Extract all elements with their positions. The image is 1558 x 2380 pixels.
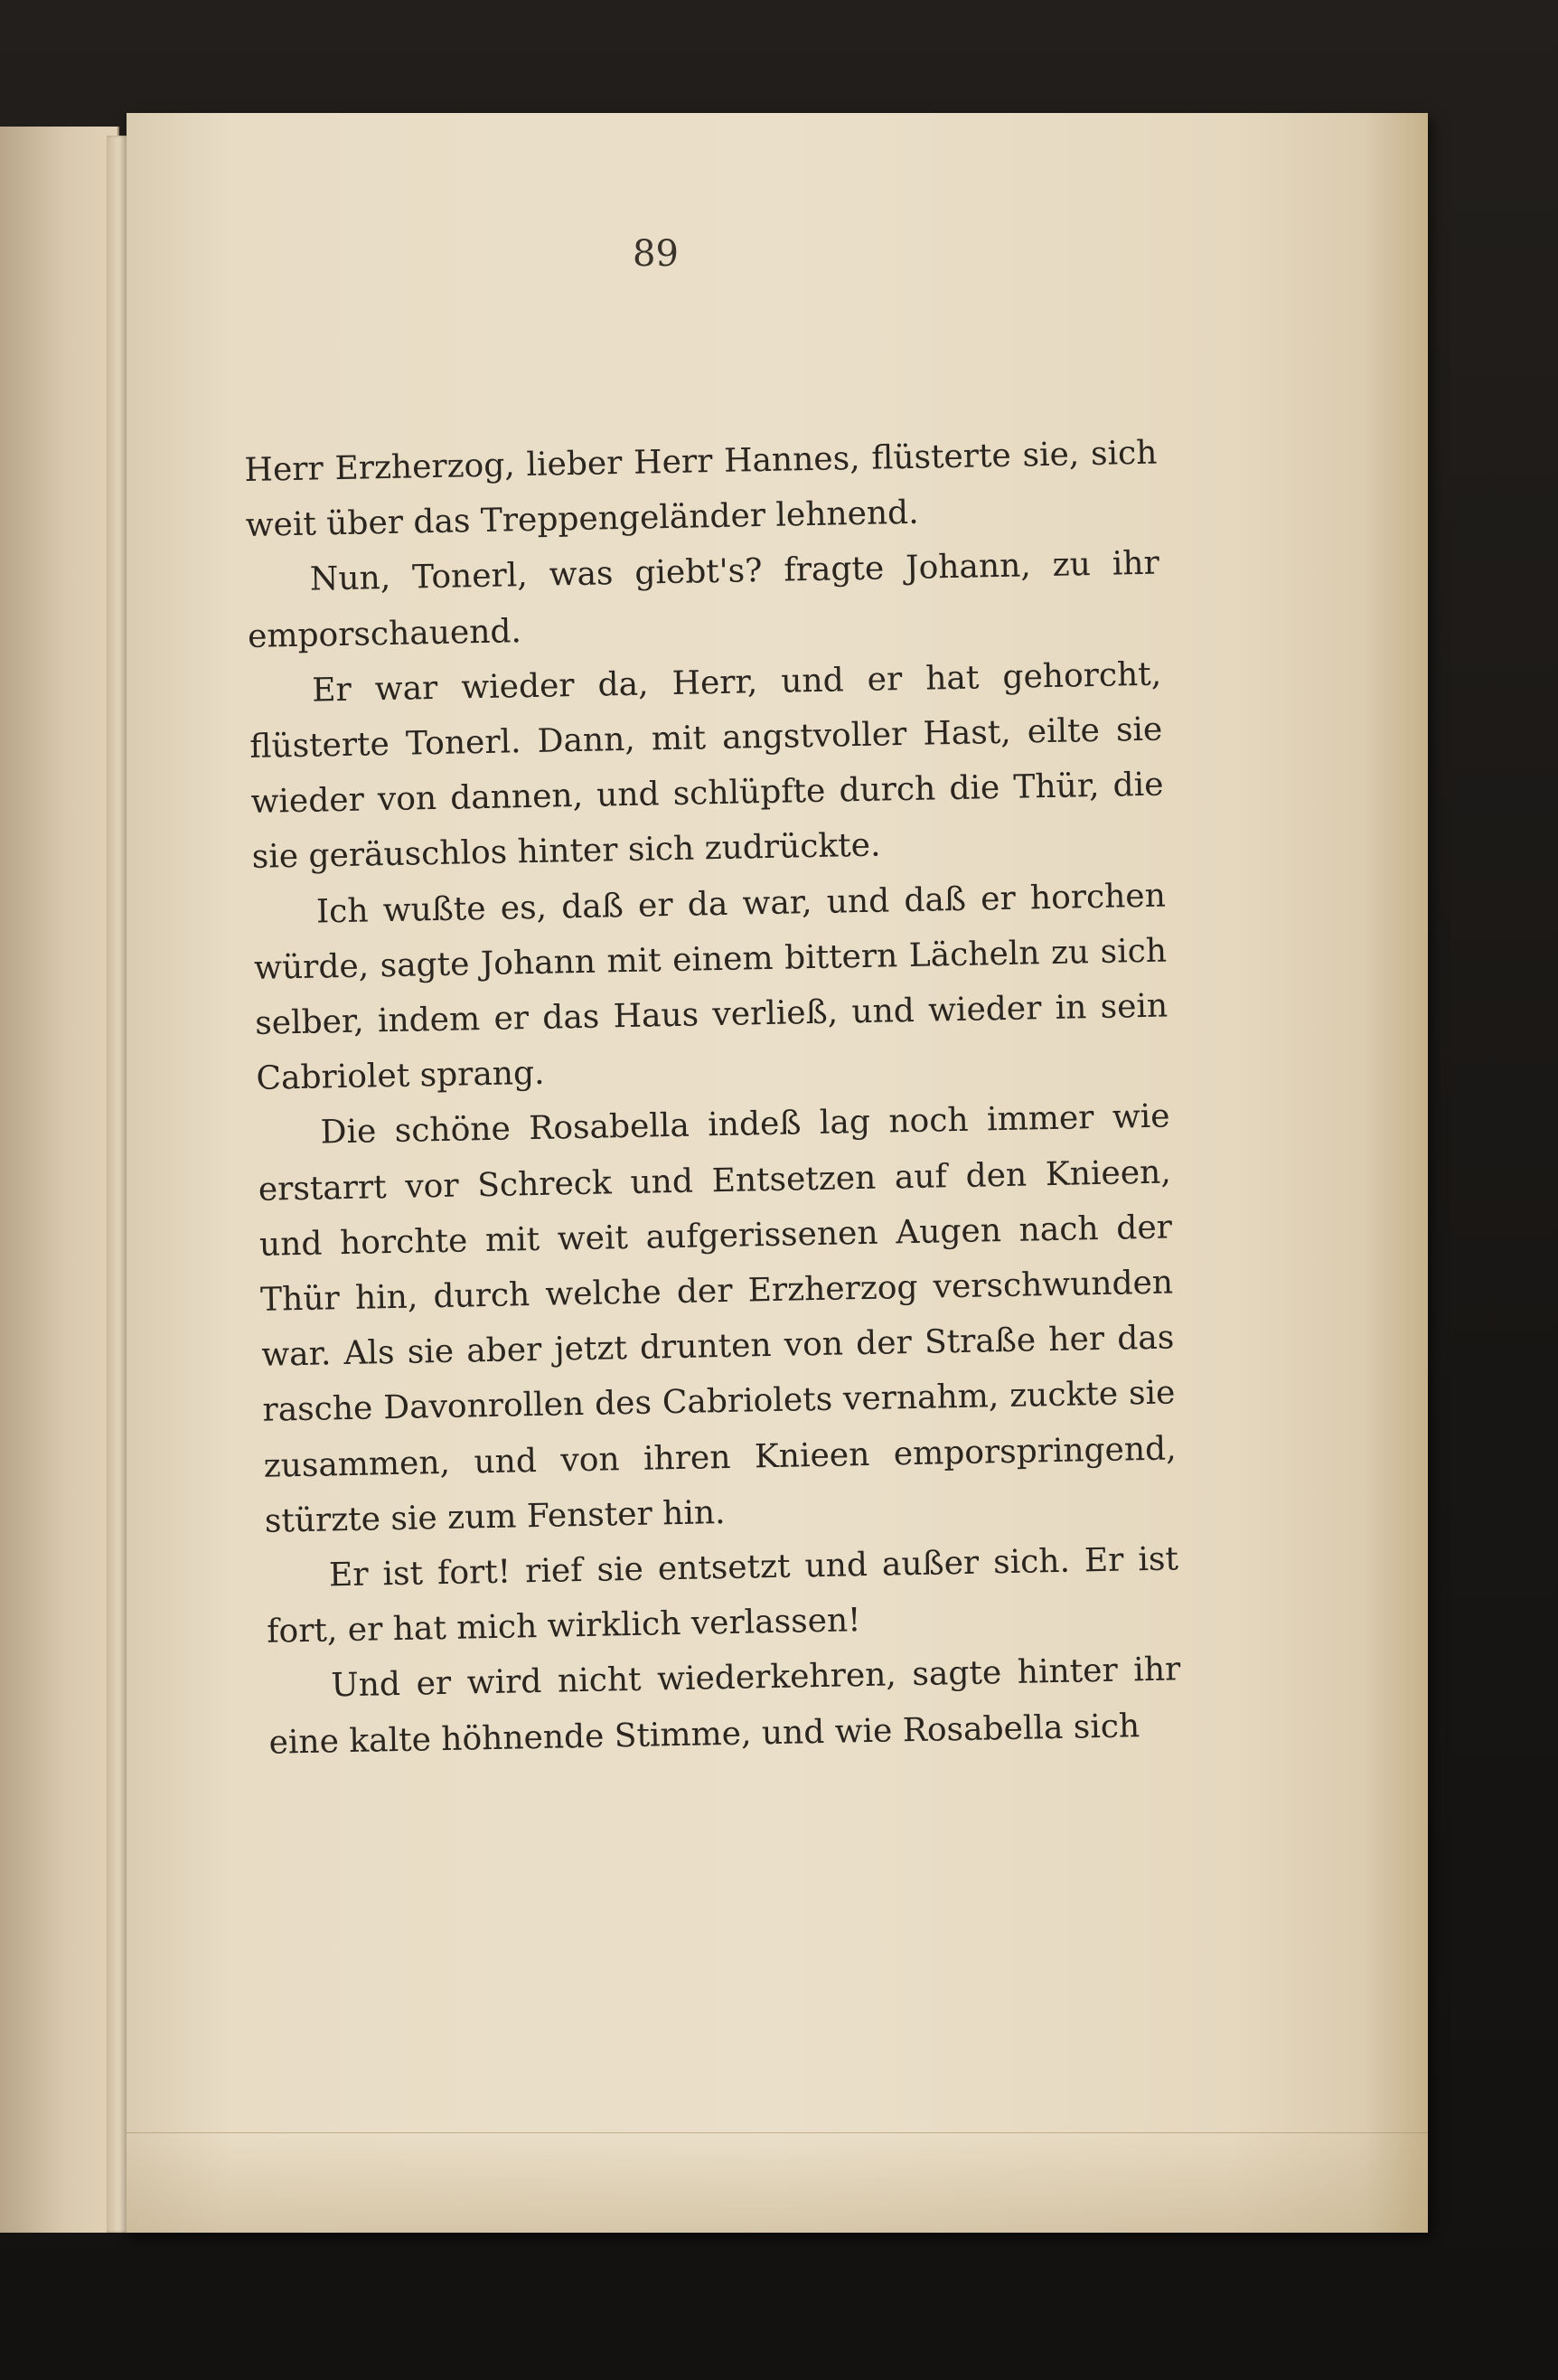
paragraph: Und er wird nicht wiederkehren, sagte hinter ihr eine kalte höhnende Stimme, und wie Rosabella sich [268,1651,1181,1762]
paragraph: Ich wußte es, daß er da war, und daß er horchen würde, sagte Johann mit einem bittern Lächeln zu sich selber, indem er das Haus verließ, und wieder in sein Cabriolet sprang. [253,877,1168,1098]
page-bottom-edge [127,2132,1428,2233]
paragraph: Die schöne Rosabella indeß lag noch immer wie erstarrt vor Schreck und Entsetzen auf den Knieen, und horchte mit weit aufgerissenen Augen nach der Thür hin, durch welche der Erzherzog verschwunden war. Als sie aber jetzt drunten von der Straße her das rasche Davonrollen des Cabriolets vernahm, zuckte sie zusammen, und von ihren Knieen emporspringend, stürzte sie zum Fenster hin. [258,1097,1177,1540]
paragraph: Herr Erzherzog, lieber Herr Hannes, flüsterte sie, sich weit über das Treppengeländer lehnend. [244,434,1158,545]
facing-page [0,127,119,2233]
paragraph: Er ist fort! rief sie entsetzt und außer sich. Er ist fort, er hat mich wirklich verlassen! [266,1540,1179,1651]
body-text [244,426,1182,1771]
page-edge-stain [1365,113,1428,2233]
page-number: 89 [633,233,679,275]
paragraph: Nun, Tonerl, was giebt's? fragte Johann, zu ihr emporschauend. [247,544,1160,655]
paragraph: Er war wieder da, Herr, und er hat gehorcht, flüsterte Tonerl. Dann, mit angstvoller Hast, eilte sie wieder von dannen, und schlüpfte durch die Thür, die sie geräuschlos hinter sich zudrückte. [249,655,1164,877]
